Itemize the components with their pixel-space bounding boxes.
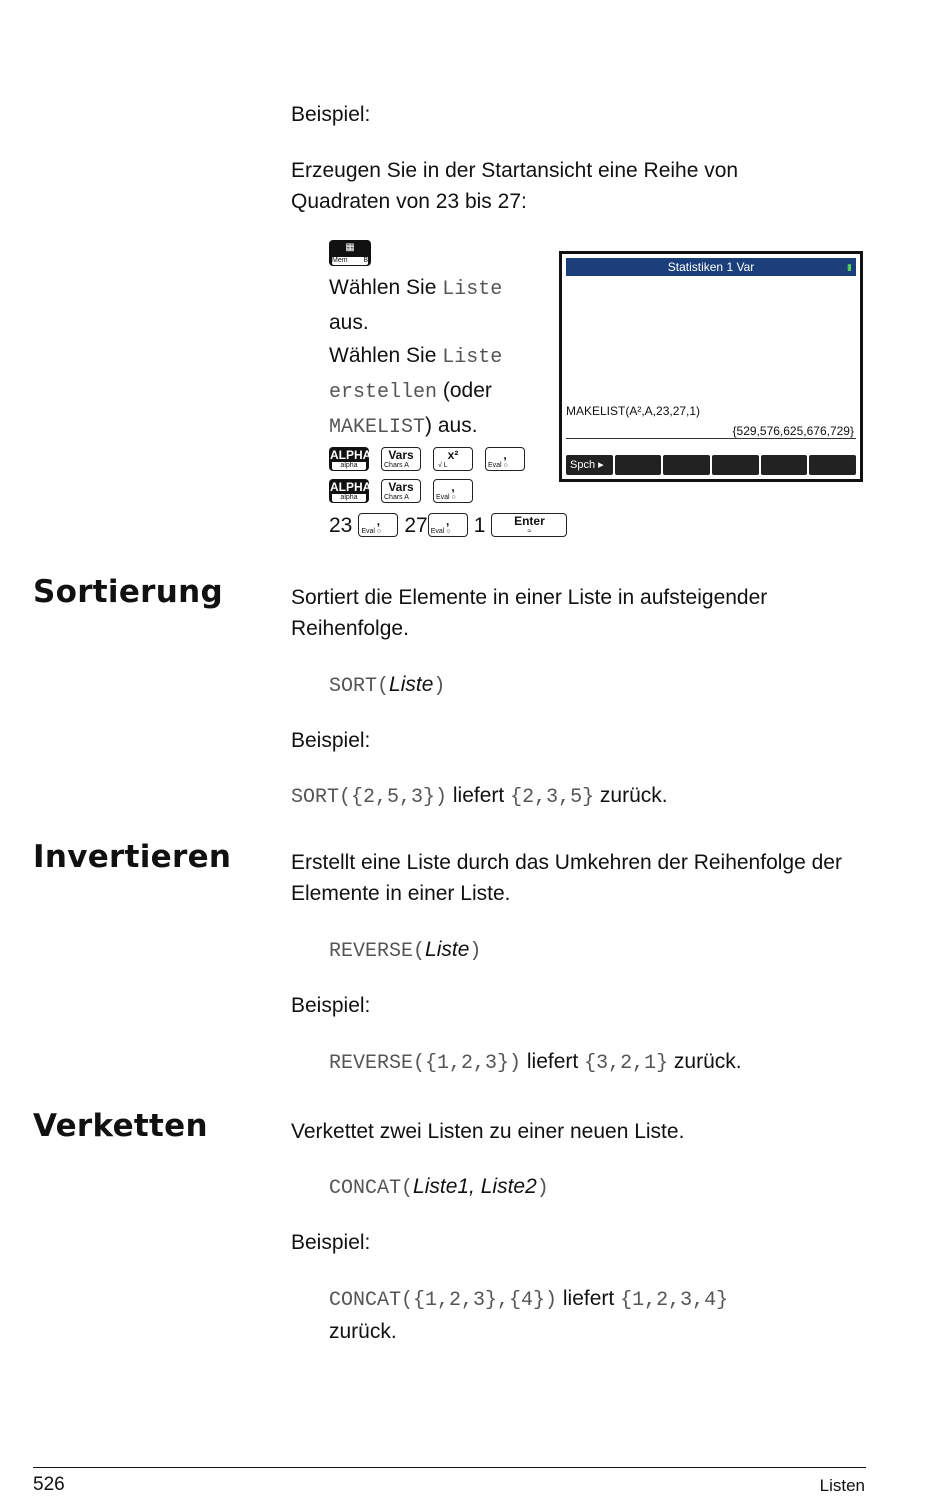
enter-key[interactable]: Enter ≈ [491,513,567,537]
section-description: Sortiert die Elemente in einer Liste in aufsteigender Reihenfolge. [291,586,768,640]
section-example: REVERSE({1,2,3}) liefert {3,2,1} zurück. [329,1050,742,1075]
step-line-4: erstellen (oder [329,379,492,404]
alpha-key[interactable]: ALPHA alpha [330,448,372,469]
section-syntax: CONCAT(Liste1, Liste2) [329,1175,549,1200]
vars-key[interactable]: Vars Chars A [381,479,421,503]
footer-rule [33,1467,866,1468]
section-syntax: REVERSE(Liste) [329,938,482,963]
section-example: SORT({2,5,3}) liefert {2,3,5} zurück. [291,784,668,809]
section-description: Verkettet zwei Listen zu einer neuen Liste. [291,1120,685,1143]
calc-menu-empty[interactable] [809,455,856,475]
key-row-2 [329,475,573,507]
calculator-screen [559,251,863,482]
section-heading: Invertieren [33,839,232,875]
calc-menu [566,455,856,475]
step-line-2: aus. [329,311,369,334]
alpha-key[interactable]: ALPHA alpha [330,480,372,501]
page-number: 526 [33,1474,65,1495]
calc-input: MAKELIST(A²,A,23,27,1) [566,404,701,418]
section-heading: Sortierung [33,574,223,610]
comma-key[interactable]: , Eval ○ [433,479,473,503]
key-row-1 [329,443,573,475]
calc-menu-empty[interactable] [615,455,662,475]
intro-description: Erzeugen Sie in der Startansicht eine Reihe von Quadraten von 23 bis 27: [291,159,739,213]
battery-icon: ▮ [847,262,852,272]
section-example-label: Beispiel: [291,729,371,752]
calc-menu-empty[interactable] [761,455,808,475]
steps-block [329,240,573,543]
example-label: Beispiel: [291,103,371,126]
calc-title-bar: Statistiken 1 Var ▮ [566,258,856,276]
step-line-3: Wählen Sie Liste [329,344,503,369]
chapter-name: Listen [819,1476,865,1495]
section-description: Erstellt eine Liste durch das Umkehren der Reihenfolge der Elemente in einer Liste. [291,851,842,905]
section-example-label: Beispiel: [291,1231,371,1254]
key-row-3: 23 , Eval ○ 27 , Eval ○ 1 Enter ≈ [329,507,573,543]
mem-key[interactable]: ▦ Mem B [329,240,371,266]
calc-result: {529,576,625,676,729} [732,424,854,438]
calc-menu-empty[interactable] [712,455,759,475]
calc-divider [566,438,856,439]
comma-key[interactable]: , Eval ○ [358,513,398,537]
step-line-1: Wählen Sie Liste [329,276,503,301]
comma-key[interactable]: , Eval ○ [428,513,468,537]
x-squared-key[interactable]: x² √ L [433,447,473,471]
section-example-label: Beispiel: [291,994,371,1017]
section-heading: Verketten [33,1108,208,1144]
section-syntax: SORT(Liste) [329,673,446,698]
comma-key[interactable]: , Eval ○ [485,447,525,471]
section-example: CONCAT({1,2,3},{4}) liefert {1,2,3,4} zurück. [329,1287,729,1343]
calc-menu-store[interactable]: Spch ▸ [566,455,613,475]
step-line-5: MAKELIST) aus. [329,414,478,439]
calc-menu-empty[interactable] [663,455,710,475]
vars-key[interactable]: Vars Chars A [381,447,421,471]
